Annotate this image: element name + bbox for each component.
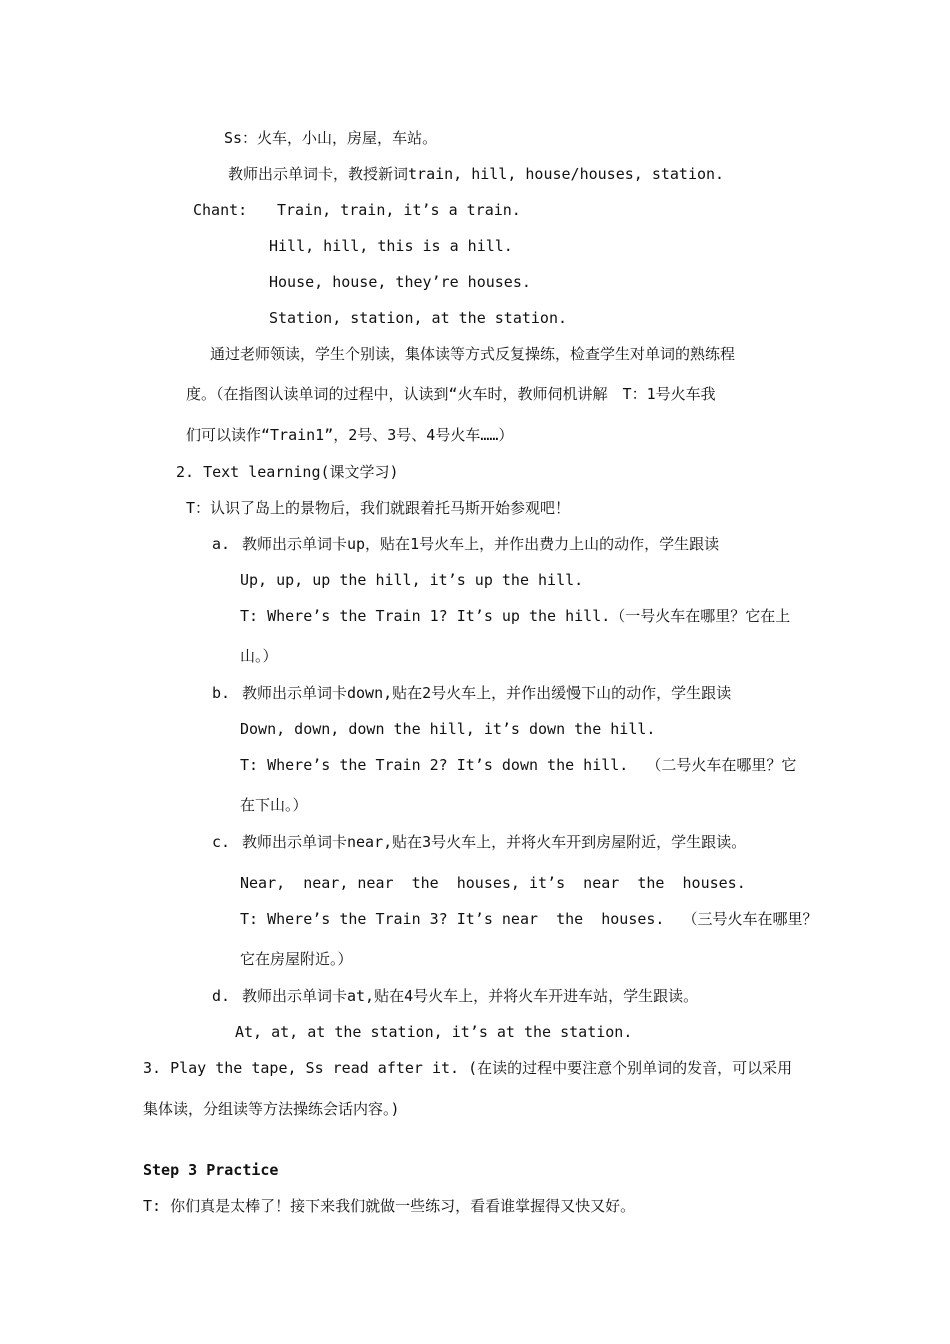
text-line: Down, down, down the hill, it’s down the hill.: [240, 720, 656, 738]
text-line: Chant:: [193, 201, 248, 219]
text-line: Train, train, it’s a train.: [277, 201, 521, 219]
text-line: 教师出示单词卡down,贴在2号火车上，并作出缓慢下山的动作，学生跟读: [242, 684, 732, 702]
list-marker: d.: [212, 987, 231, 1005]
text-line: 度。（在指图认读单词的过程中，认读到“火车时，教师伺机讲解 T：1号火车我: [186, 385, 716, 403]
text-line: House, house, they’re houses.: [269, 273, 531, 291]
section-heading: 3. Play the tape, Ss read after it. (在读的过程中要注意个别单词的发音，可以采用: [143, 1059, 793, 1077]
text-line: At, at, at the station, it’s at the station.: [235, 1023, 633, 1041]
text-line: 集体读，分组读等方法操练会话内容。): [143, 1100, 400, 1118]
text-line: Up, up, up the hill, it’s up the hill.: [240, 571, 584, 589]
text-line: Ss：火车，小山，房屋，车站。: [224, 129, 438, 147]
text-line: 山。）: [240, 647, 278, 665]
text-line: 教师出示单词卡near,贴在3号火车上，并将火车开到房屋附近，学生跟读。: [242, 833, 747, 851]
list-marker: a.: [212, 535, 231, 553]
step-heading: Step 3 Practice: [143, 1161, 279, 1179]
list-marker: c.: [212, 833, 231, 851]
text-line: 们可以读作“Train1”，2号、3号、4号火车……）: [186, 426, 514, 444]
text-line: Station, station, at the station.: [269, 309, 568, 327]
text-line: 教师出示单词卡at,贴在4号火车上，并将火车开进车站，学生跟读。: [242, 987, 699, 1005]
text-line: Hill, hill, this is a hill.: [269, 237, 513, 255]
text-line: 教师出示单词卡up，贴在1号火车上，并作出费力上山的动作，学生跟读: [242, 535, 720, 553]
text-line: 教师出示单词卡，教授新词train, hill, house/houses, station.: [228, 165, 725, 183]
list-marker: b.: [212, 684, 231, 702]
text-line: 通过老师领读，学生个别读，集体读等方式反复操练，检查学生对单词的熟练程: [210, 345, 736, 363]
text-line: T: 你们真是太棒了！接下来我们就做一些练习，看看谁掌握得又快又好。: [143, 1197, 636, 1215]
text-line: Near, near, near the houses, it’s near the houses.: [240, 874, 746, 892]
text-line: 它在房屋附近。）: [240, 950, 353, 968]
text-line: T: Where’s the Train 1? It’s up the hill.（一号火车在哪里？它在上: [240, 607, 791, 625]
section-heading: 2. Text learning(课文学习): [176, 463, 399, 481]
text-line: T: Where’s the Train 3? It’s near the houses. （三号火车在哪里？: [240, 910, 818, 928]
text-line: T：认识了岛上的景物后，我们就跟着托马斯开始参观吧！: [186, 499, 571, 517]
text-line: 在下山。）: [240, 796, 308, 814]
text-line: T: Where’s the Train 2? It’s down the hill. （二号火车在哪里？它: [240, 756, 797, 774]
